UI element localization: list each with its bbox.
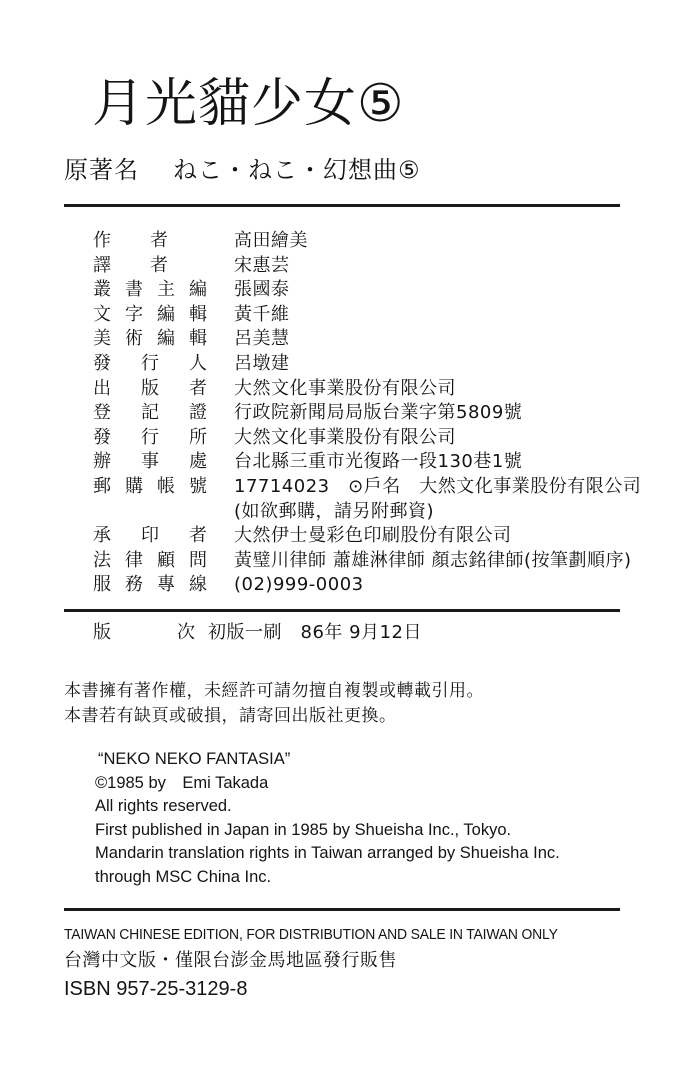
credits-list	[64, 229, 644, 598]
credit-label-char: 務	[125, 574, 143, 596]
credit-row	[64, 573, 644, 598]
original-title	[64, 154, 421, 186]
english-through: through MSC China Inc.	[95, 867, 272, 886]
credit-value: 大然文化事業股份有限公司	[234, 377, 456, 399]
credit-row	[64, 229, 644, 254]
credit-label-char: 主	[157, 279, 175, 301]
credit-row	[64, 278, 644, 303]
divider-top	[64, 204, 620, 207]
english-translation-rights: Mandarin translation rights in Taiwan arranged by Shueisha Inc.	[95, 844, 560, 862]
defect-notice: 本書若有缺頁或破損，請寄回出版社更換。	[64, 706, 397, 726]
credit-value: 大然伊士曼彩色印刷股份有限公司	[234, 525, 512, 547]
credit-label-char: 人	[189, 352, 207, 374]
credit-label	[64, 352, 207, 377]
original-title-value: ねこ・ねこ・幻想曲⑤	[173, 156, 421, 184]
credit-row	[64, 524, 644, 549]
credit-label-char: 律	[125, 549, 143, 571]
credit-row	[64, 450, 644, 475]
credit-label-char: 問	[189, 549, 207, 571]
credit-label-char: 購	[125, 475, 143, 497]
credit-label	[64, 426, 207, 451]
credit-label-char: 作	[93, 230, 111, 251]
credit-label	[64, 377, 207, 402]
credit-row	[64, 327, 644, 352]
credit-label-char: 登	[93, 402, 111, 424]
english-first-published: First published in Japan in 1985 by Shueisha Inc., Tokyo.	[95, 820, 512, 839]
credit-label-char: 者	[150, 230, 168, 251]
credit-value: 宋惠芸	[234, 254, 290, 276]
credit-label	[64, 524, 207, 549]
edition-value: 初版一刷 86年 9月12日	[208, 622, 422, 643]
isbn: ISBN 957-25-3129-8	[64, 978, 248, 1000]
divider-middle	[64, 609, 620, 612]
credit-value: 呂美慧	[234, 328, 290, 350]
credit-label-char: 事	[141, 451, 159, 473]
credit-label-char: 顧	[157, 549, 175, 571]
credit-label-char: 號	[189, 475, 207, 497]
credit-label	[64, 573, 207, 598]
credit-row	[64, 352, 644, 377]
credit-label-char: 出	[93, 377, 111, 399]
credit-row	[64, 401, 644, 426]
credit-value: 呂墩建	[234, 352, 290, 374]
edition-row	[64, 621, 422, 645]
distribution-english: TAIWAN CHINESE EDITION, FOR DISTRIBUTION AND SALE IN TAIWAN ONLY	[64, 926, 558, 943]
credit-label-char: 字	[125, 303, 143, 325]
distribution-chinese: 台灣中文版・僅限台澎金馬地區發行販售	[64, 950, 397, 971]
english-credits	[95, 748, 560, 889]
credit-label-char: 印	[141, 525, 159, 547]
distribution-footer	[64, 922, 595, 1004]
credit-value: 17714023 ⊙戶名 大然文化事業股份有限公司	[234, 475, 642, 497]
credit-label-char: 版	[141, 377, 159, 399]
credit-label	[64, 278, 207, 303]
credit-label-char: 服	[93, 574, 111, 596]
credit-label-char: 處	[189, 451, 207, 473]
credit-value: 台北縣三重市光復路一段130巷1號	[234, 451, 523, 473]
credit-value: 行政院新聞局局版台業字第5809號	[234, 402, 523, 424]
credit-label-char: 所	[189, 426, 207, 448]
credit-label-char: 行	[141, 352, 159, 374]
credit-value: 高田繪美	[234, 230, 308, 251]
credit-label-char: 譯	[93, 254, 111, 276]
credit-label-char: 行	[141, 426, 159, 448]
credit-label	[64, 401, 207, 426]
credit-value: (02)999-0003	[234, 574, 364, 596]
credit-value: (如欲郵購，請另附郵資)	[234, 500, 435, 522]
credit-label	[64, 549, 207, 574]
credit-label	[64, 254, 168, 279]
credit-label-char: 者	[150, 254, 168, 276]
credit-label-char: 輯	[189, 303, 207, 325]
credit-label-char: 編	[189, 279, 207, 301]
credit-label-char: 發	[93, 352, 111, 374]
credit-label-char: 術	[125, 328, 143, 350]
credit-row	[64, 475, 644, 500]
copyright-notice: 本書擁有著作權，未經許可請勿擅自複製或轉載引用。	[64, 681, 484, 701]
english-original-title: “NEKO NEKO FANTASIA”	[98, 750, 291, 768]
credit-label	[64, 475, 207, 500]
english-rights: All rights reserved.	[95, 797, 232, 815]
credit-label	[64, 500, 207, 525]
credit-value: 張國泰	[234, 279, 290, 301]
credit-label-char: 叢	[93, 279, 111, 301]
credit-value: 大然文化事業股份有限公司	[234, 426, 456, 448]
credit-row	[64, 549, 644, 574]
credit-label-char: 編	[157, 328, 175, 350]
credit-row	[64, 377, 644, 402]
credit-label	[64, 229, 168, 254]
credit-label-char: 線	[189, 574, 207, 596]
credit-label-char: 證	[189, 402, 207, 424]
credit-label-char: 者	[189, 525, 207, 547]
credit-value: 黃璧川律師 蕭雄淋律師 顏志銘律師(按筆劃順序)	[234, 549, 632, 571]
credit-label-char: 記	[141, 402, 159, 424]
credit-label-char: 美	[93, 328, 111, 350]
credit-label-char: 輯	[189, 328, 207, 350]
credit-row	[64, 254, 644, 279]
credit-label-char: 發	[93, 426, 111, 448]
credit-label-char: 法	[93, 549, 111, 571]
credit-label-char: 編	[157, 303, 175, 325]
credit-label-char: 專	[157, 574, 175, 596]
credit-label-char: 郵	[93, 475, 111, 497]
credit-label	[64, 303, 207, 328]
credit-value: 黃千維	[234, 303, 290, 325]
credit-row	[64, 426, 644, 451]
credit-label-char: 者	[189, 377, 207, 399]
credit-label-char: 書	[125, 279, 143, 301]
credit-label	[64, 327, 207, 352]
credit-row	[64, 303, 644, 328]
english-copyright: ©1985 by Emi Takada	[95, 773, 269, 792]
credit-row	[64, 500, 644, 525]
divider-bottom	[64, 908, 620, 911]
credit-label-char: 辦	[93, 451, 111, 473]
edition-label-char: 次	[177, 622, 195, 643]
credit-label-char: 承	[93, 525, 111, 547]
credit-label-char: 帳	[157, 475, 175, 497]
edition-label-char: 版	[93, 622, 111, 643]
credit-label	[64, 450, 207, 475]
original-title-label: 原著名	[64, 156, 139, 184]
book-title: 月光貓少女⑤	[92, 74, 405, 134]
credit-label-char: 文	[93, 303, 111, 325]
